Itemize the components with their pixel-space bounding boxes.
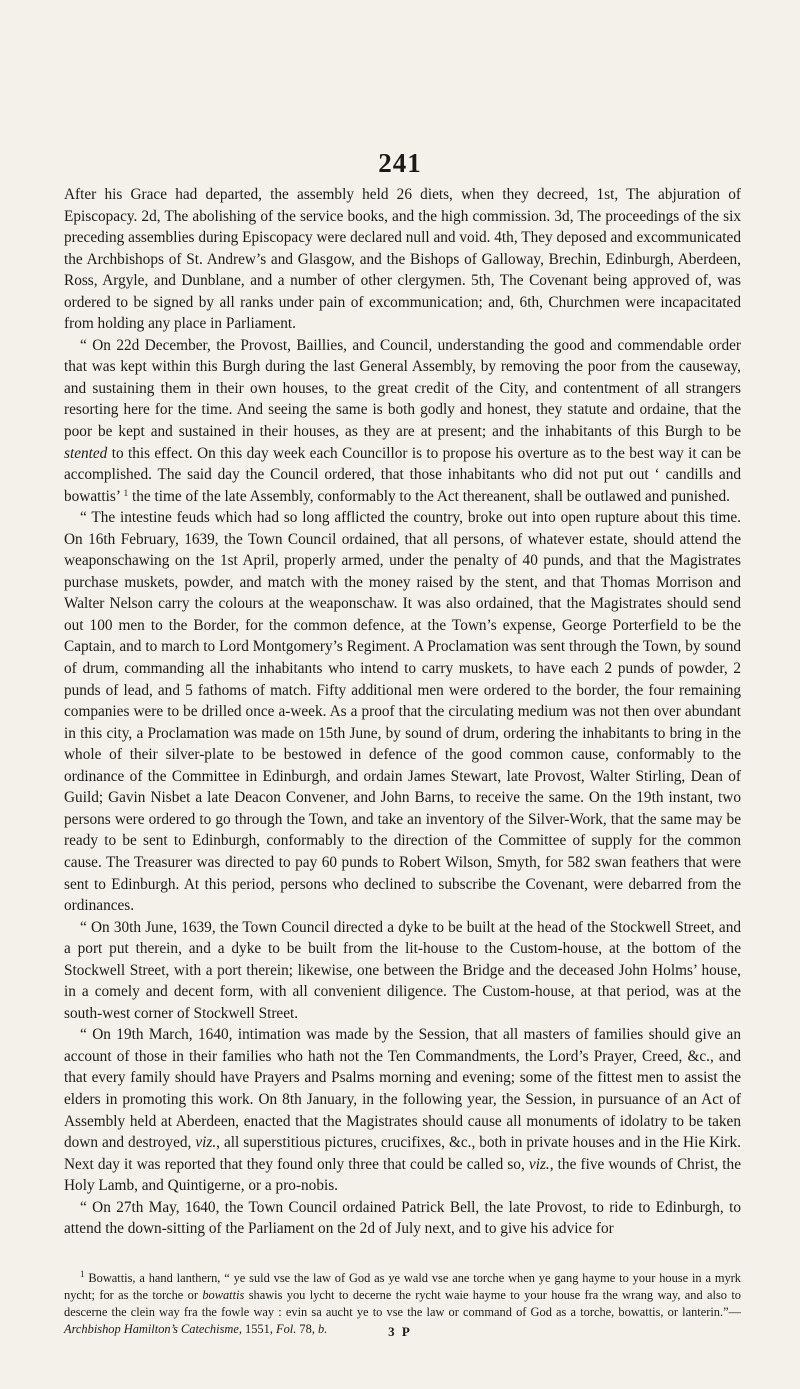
italic-text: stented <box>64 444 108 462</box>
text-run: After his Grace had departed, the assembly held 26 diets, when they decreed, 1st, The abjuration of Episcopacy. 2d, The abolishing of the service books, and the high commission. 3d, The proceedings of the six preceding assemblies during Episcopacy were declared null and void. 4th, They deposed and excommunicated the Archbishops of St. Andrew’s and Glasgow, and the Bishops of Galloway, Brechin, Edinburgh, Aberdeen, Ross, Argyle, and Dunblane, and a number of other clergymen. 5th, The Covenant being approved of, was ordered to be signed by all ranks under pain of excommunication; and, 6th, Churchmen were incapacitated from holding any place in Parliament. <box>64 186 741 333</box>
footnote-marker: 1 <box>123 487 129 498</box>
text-run: 78, <box>296 1322 319 1336</box>
paragraph <box>64 507 741 916</box>
paragraph <box>64 1024 741 1196</box>
text-run: , all superstitious pictures, crucifixes, &c., both in private houses and in the Hie Kirk. Next day it was reported that they found only three that could be called so, <box>64 1134 741 1173</box>
italic-text: Fol. <box>276 1322 297 1336</box>
text-run: shawis you lycht to decerne the rycht waie hayme to your house fra the wrang way, and also to descerne the clein way fra the fowle way : evin sa aucht ye to vse the law or command of God as a torche, bowattis, or lanterin.”— <box>64 1288 741 1319</box>
italic-text: viz. <box>195 1134 217 1152</box>
text-run: “ The intestine feuds which had so long afflicted the country, broke out into open rupture about this time. On 16th February, 1639, the Town Council ordained, that all persons, of whatever estate, should attend the weaponschawing on the 1st April, properly armed, under the penalty of 40 punds, and that the Magistrates purchase muskets, powder, and match with the money raised by the stent, and that Thomas Morrison and Walter Nelson carry the colours at the weaponschaw. It was also ordained, that the Magistrates should send out 100 men to the Border, for the common defence, at the Town’s expense, George Porterfield to be the Captain, and to march to Lord Montgomery’s Regiment. A Proclamation was sent through the Town, by sound of drum, commanding all the inhabitants who intend to carry muskets, to have each 2 punds of powder, 2 punds of lead, and 5 fathoms of match. Fifty additional men were ordered to the border, the four remaining companies were to be drilled once a-week. As a proof that the circulating medium was not then over abundant in this city, a Proclamation was made on 15th June, by sound of drum, ordering the inhabitants to bring in the whole of their silver-plate to be bestowed in defence of the good common cause, conformably to the ordinance of the Committee in Edinburgh, and ordain James Stewart, late Provost, Walter Stirling, Dean of Guild; Gavin Nisbet a late Deacon Convener, and John Barns, to receive the same. On the 19th instant, two persons were ordered to go through the Town, and take an inventory of the Silver-Work, that the same may be ready to be sent to Edinburgh, conformably to the direction of the Committee of supply for the common cause. The Treasurer was directed to pay 60 punds to Robert Wilson, Smyth, for 582 swan feathers that were sent to Edinburgh. At this period, persons who declined to subscribe the Covenant, were debarred from the ordinances. <box>64 509 741 915</box>
page-number: 241 <box>378 148 422 178</box>
signature-mark: 3 P <box>388 1324 412 1339</box>
text-run: , the five wounds of Christ, the Holy Lamb, and Quintigerne, or a pro-nobis. <box>64 1155 741 1195</box>
italic-text: b. <box>318 1322 328 1336</box>
italic-text: Archbishop Hamilton’s Catechisme, <box>64 1322 242 1336</box>
text-run: “ On 27th May, 1640, the Town Council ordained Patrick Bell, the late Provost, to ride to Edinburgh, to attend the down-sitting of the Parliament on the 2d of July next, and to give his advice for <box>64 1198 741 1238</box>
text-run: “ On 22d December, the Provost, Baillies, and Council, understanding the good and commendable order that was kept within this Burgh during the last General Assembly, by removing the poor from the causeway, and sustaining them in their own houses, to the great credit of the City, and contentment of all strangers resorting here for the time. And seeing the same is both godly and honest, they statute and ordaine, that the poor be kept and sustained in their houses, as they are at present; and the inhabitants of this Burgh to be <box>64 336 741 441</box>
footnote-marker: 1 <box>80 1269 85 1279</box>
text-run: 1551, <box>241 1322 277 1336</box>
text-run: Bowattis, a hand lanthern, “ ye suld vse the law of God as ye wald vse ane torche when ye gang hayme to your house in a myrk nycht; for as the torche or <box>64 1271 741 1302</box>
paragraph <box>64 1197 741 1240</box>
paragraph <box>64 917 741 1025</box>
italic-text: viz. <box>528 1155 550 1173</box>
paragraph <box>64 184 741 335</box>
body-text <box>64 184 741 1240</box>
text-run: “ On 30th June, 1639, the Town Council directed a dyke to be built at the head of the Stockwell Street, and a port put therein, and a dyke to be built from the lit-house to the Custom-house, at the bottom of the Stockwell Street, with a port therein; likewise, one between the Bridge and the deceased John Holms’ house, in a comely and decent form, with all convenient diligence. The Custom-house, at that period, was at the south-west corner of Stockwell Street. <box>64 918 741 1022</box>
text-run: the time of the late Assembly, conformably to the Act thereanent, shall be outlawed and punished. <box>128 487 730 505</box>
text-run: “ On 19th March, 1640, intimation was made by the Session, that all masters of families should give an account of those in their families who hath not the Ten Commandments, the Lord’s Prayer, Creed, &c., and that every family should have Prayers and Psalms morning and evening; some of the fittest men to assist the elders in promoting this work. On 8th January, in the following year, the Session, in pursuance of an Act of Assembly held at Aberdeen, enacted that the Magistrates should cause all monuments of idolatry to be taken down and destroyed, <box>64 1026 741 1152</box>
italic-text: bowattis <box>202 1288 245 1302</box>
text-run: to this effect. On this day week each Councillor is to propose his overture as to the best way it can be accomplished. The said day the Council ordered, that those inhabitants who did not put out ‘ candills and bowattis’ <box>64 444 741 505</box>
paragraph <box>64 335 741 507</box>
